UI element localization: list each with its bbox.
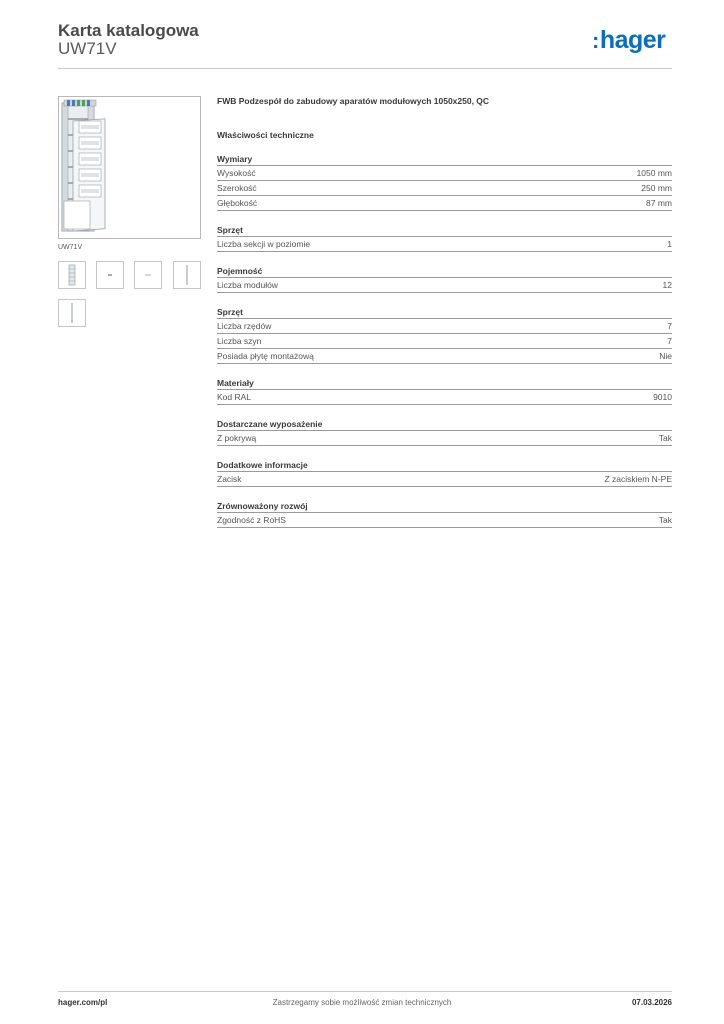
spec-label: Kod RAL [217, 392, 252, 402]
spec-row [217, 278, 672, 293]
spec-group-title: Dostarczane wyposażenie [217, 417, 672, 431]
spec-row [217, 472, 672, 487]
spec-row [217, 390, 672, 405]
spec-value: Z zaciskiem N-PE [604, 474, 672, 484]
footer-website-link[interactable]: hager.com/pl [58, 998, 108, 1007]
spec-label: Wysokość [217, 168, 256, 178]
rail-thumb-icon [174, 262, 200, 288]
spec-label: Liczba rzędów [217, 321, 272, 331]
spec-label: Zacisk [217, 474, 242, 484]
spec-group [217, 264, 672, 293]
spec-value: 7 [667, 336, 672, 346]
spec-value: Tak [658, 515, 672, 525]
spec-row [217, 181, 672, 196]
spec-value: 87 mm [646, 198, 672, 208]
spec-content [217, 96, 672, 528]
spec-group [217, 376, 672, 405]
spec-value: 250 mm [641, 183, 672, 193]
spec-group-title: Dodatkowe informacje [217, 458, 672, 472]
rail-thumb-icon [59, 300, 85, 326]
dash-thumb-icon [97, 262, 123, 288]
spec-row [217, 513, 672, 528]
specs-section-title: Właściwości techniczne [217, 130, 314, 140]
thumbnail-1[interactable] [58, 261, 86, 289]
spec-label: Zgodność z RoHS [217, 515, 286, 525]
spec-label: Liczba szyn [217, 336, 262, 346]
spec-value: 9010 [653, 392, 672, 402]
spec-group-title: Materiały [217, 376, 672, 390]
logo-mark: : [592, 28, 599, 53]
distribution-panel-illustration [59, 97, 200, 238]
footer-divider [58, 991, 672, 992]
spec-label: Głębokość [217, 198, 258, 208]
thumbnail-3[interactable] [134, 261, 162, 289]
spec-group [217, 417, 672, 446]
spec-label: Z pokrywą [217, 433, 257, 443]
spec-value: 7 [667, 321, 672, 331]
dash-thumb-icon [135, 262, 161, 288]
thumbnail-5[interactable] [58, 299, 86, 327]
spec-value: Tak [658, 433, 672, 443]
spec-label: Szerokość [217, 183, 257, 193]
spec-value: 1 [667, 239, 672, 249]
logo-text: hager [599, 26, 666, 54]
spec-row [217, 334, 672, 349]
spec-row [217, 196, 672, 211]
spec-group [217, 499, 672, 528]
thumbnail-2[interactable] [96, 261, 124, 289]
spec-group-title: Wymiary [217, 152, 672, 166]
spec-group [217, 223, 672, 252]
main-image-caption: UW71V [58, 244, 83, 251]
spec-row [217, 349, 672, 364]
footer-disclaimer: Zastrzegamy sobie możliwość zmian technicznych [272, 998, 452, 1007]
page-title: Karta katalogowa [58, 21, 199, 40]
product-code: UW71V [58, 39, 117, 58]
spec-row [217, 319, 672, 334]
spec-group-title: Pojemność [217, 264, 672, 278]
spec-row [217, 166, 672, 181]
spec-group [217, 458, 672, 487]
header-divider [58, 68, 672, 69]
hager-logo[interactable] [592, 28, 665, 53]
spec-value: Nie [659, 351, 672, 361]
spec-group-title: Zrównoważony rozwój [217, 499, 672, 513]
spec-label: Liczba sekcji w poziomie [217, 239, 311, 249]
spec-value: 12 [662, 280, 672, 290]
spec-label: Posiada płytę montażową [217, 351, 314, 361]
footer-date: 07.03.2026 [631, 998, 672, 1007]
panel-thumb-icon [59, 262, 85, 288]
spec-label: Liczba modułów [217, 280, 278, 290]
spec-value: 1050 mm [636, 168, 672, 178]
spec-row [217, 237, 672, 252]
thumbnail-4[interactable] [173, 261, 201, 289]
spec-group-title: Sprzęt [217, 223, 672, 237]
product-main-image[interactable] [58, 96, 201, 239]
spec-group-title: Sprzęt [217, 305, 672, 319]
product-title: FWB Podzespół do zabudowy aparatów modułowych 1050x250, QC [217, 96, 490, 106]
spec-group [217, 305, 672, 364]
spec-row [217, 431, 672, 446]
spec-group [217, 152, 672, 211]
